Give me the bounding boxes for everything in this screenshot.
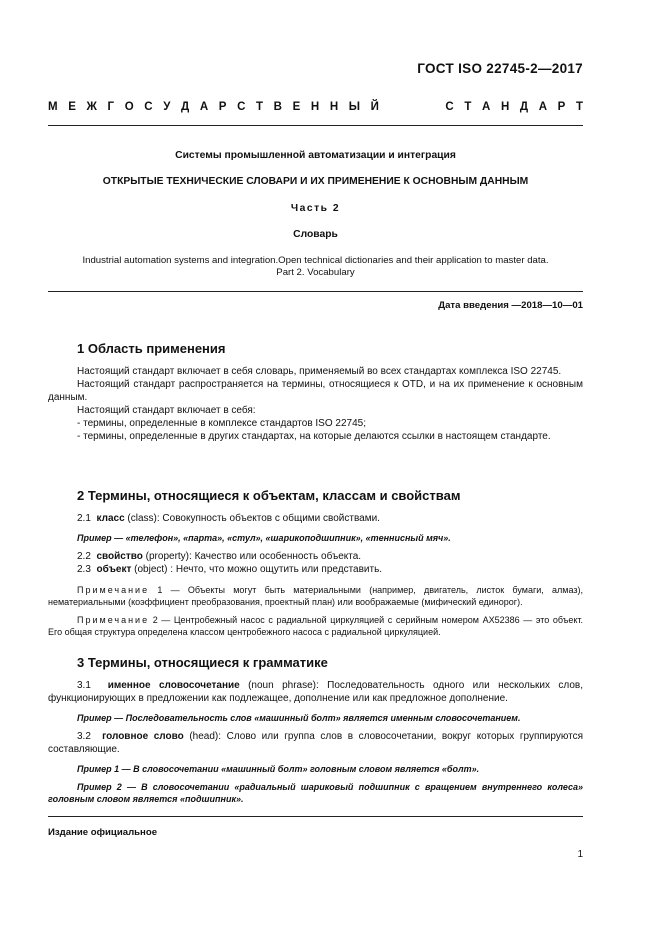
terms-2-2-2-3 xyxy=(48,550,583,576)
term-name: класс xyxy=(96,513,125,524)
term-2-1 xyxy=(48,512,583,525)
example-3-1 xyxy=(48,712,583,724)
list-item: - термины, определенные в других стандартах, на которые делаются ссылки в настоящем стандарте. xyxy=(77,431,551,442)
banner-letter: Н xyxy=(500,101,510,113)
standard-code: ГОСТ ISO 22745-2—2017 xyxy=(417,61,583,76)
english-title xyxy=(48,255,583,279)
page-number: 1 xyxy=(577,849,583,860)
banner-letter: Р xyxy=(218,101,227,113)
banner-letter: У xyxy=(163,101,171,113)
note-label: Примечание xyxy=(77,585,150,595)
header-rule xyxy=(48,125,583,126)
banner-letter: В xyxy=(273,101,282,113)
english-title-line-1: Industrial automation systems and integration.Open technical dictionaries and their application to master data. xyxy=(82,255,549,266)
banner-letter: Е xyxy=(68,101,76,113)
banner-letter: А xyxy=(482,101,491,113)
banner-letter: Е xyxy=(292,101,301,113)
banner-letter: Г xyxy=(107,101,115,113)
banner-letter: Ж xyxy=(86,101,97,113)
subtitle: Словарь xyxy=(293,229,338,240)
banner-letter: А xyxy=(538,101,548,113)
example-3-2-2 xyxy=(48,781,583,805)
banner-letter: Ы xyxy=(348,101,361,113)
term-3-2 xyxy=(48,730,583,756)
main-title: ОТКРЫТЫЕ ТЕХНИЧЕСКИЕ СЛОВАРИ И ИХ ПРИМЕНЕНИЕ К ОСНОВНЫМ ДАННЫМ xyxy=(102,176,529,187)
section-1-heading: 1 Область применения xyxy=(77,341,226,356)
example-text: Пример — «телефон», «парта», «стул», «шарикоподшипник», «теннисный мяч». xyxy=(77,533,451,543)
banner-letter: О xyxy=(124,101,134,113)
example-text: Пример 2 — В словосочетании «радиальный шариковый подшипник с вращением внутреннего колеса» головным словом является «подшипник». xyxy=(48,782,583,804)
note-text: 1 — Объекты могут быть материальными (например, двигатель, листок бумаги, алмаз), нематериальными (коэффициент преобразования, проектный план) или воображаемые (мифический единорог). xyxy=(48,585,583,607)
english-title-line-2: Part 2. Vocabulary xyxy=(276,267,355,278)
example-3-2-1 xyxy=(48,763,583,775)
banner-letter: М xyxy=(48,101,58,113)
example-2-1 xyxy=(48,532,583,544)
note-1 xyxy=(48,584,583,608)
edition-label: Издание официальное xyxy=(48,827,158,838)
banner-letter xyxy=(390,101,398,113)
term-definition: (class): Совокупность объектов с общими свойствами. xyxy=(124,513,380,524)
section-1-body xyxy=(48,365,583,443)
term-definition: (noun phrase): Последовательность одного или нескольких слов, функционирующих в предложении как подлежащее, дополнение или как предложное дополнение. xyxy=(48,680,583,704)
banner-letter: С xyxy=(237,101,246,113)
section-3-heading: 3 Термины, относящиеся к грамматике xyxy=(77,655,328,670)
term-definition: (property): Качество или особенность объекта. xyxy=(142,551,362,562)
list-item: - термины, определенные в комплексе стандартов ISO 22745; xyxy=(77,418,366,429)
paragraph: Настоящий стандарт включает в себя словарь, применяемый во всех стандартах комплекса ISO 22745. xyxy=(77,366,562,377)
example-text: Пример — Последовательность слов «машинный болт» является именным словосочетанием. xyxy=(77,713,521,723)
term-number: 3.1 xyxy=(77,680,91,691)
term-name: головное слово xyxy=(102,731,184,742)
term-name: объект xyxy=(96,564,132,575)
interstate-standard-banner xyxy=(48,101,583,113)
introduction-date: Дата введения —2018—10—01 xyxy=(438,300,583,311)
note-2 xyxy=(48,614,583,638)
term-3-1 xyxy=(48,679,583,705)
banner-letter: Р xyxy=(557,101,566,113)
banner-letter: А xyxy=(199,101,209,113)
term-number: 2.3 xyxy=(77,564,91,575)
example-text: Пример 1 — В словосочетании «машинный болт» головным словом является «болт». xyxy=(77,764,480,774)
note-label: Примечание xyxy=(77,615,150,625)
banner-letter xyxy=(427,101,435,113)
banner-letter: С xyxy=(144,101,153,113)
banner-letter: Д xyxy=(519,101,529,113)
term-number: 2.2 xyxy=(77,551,91,562)
banner-letter: Й xyxy=(370,101,379,113)
banner-letter: Т xyxy=(256,101,264,113)
term-name: именное словосочетание xyxy=(107,680,240,691)
banner-letter: Т xyxy=(575,101,583,113)
term-number: 3.2 xyxy=(77,731,91,742)
banner-letter: Н xyxy=(310,101,320,113)
part-label: Часть 2 xyxy=(290,203,341,214)
banner-letter: Н xyxy=(329,101,339,113)
series-title: Системы промышленной автоматизации и интеграция xyxy=(175,150,456,161)
term-definition: (head): Слово или группа слов в словосочетании, вокруг которых группируются составляющие. xyxy=(48,731,584,755)
footer-rule xyxy=(48,816,583,817)
paragraph: Настоящий стандарт распространяется на термины, относящиеся к OTD, и на их применение к основным данным. xyxy=(48,379,583,403)
paragraph: Настоящий стандарт включает в себя: xyxy=(77,405,256,416)
title-rule xyxy=(48,291,583,292)
note-text: 2 — Центробежный насос с радиальной циркуляцией с серийным номером АХ52386 — это объект. Его общая структура определена классом центробежного насоса с радиальной циркуляцией. xyxy=(48,615,583,637)
term-number: 2.1 xyxy=(77,513,91,524)
banner-letter: С xyxy=(445,101,454,113)
term-name: свойство xyxy=(96,551,143,562)
section-2-heading: 2 Термины, относящиеся к объектам, классам и свойствам xyxy=(77,488,461,503)
term-definition: (object) : Нечто, что можно ощутить или представить. xyxy=(131,564,383,575)
banner-letter: Т xyxy=(464,101,472,113)
banner-letter xyxy=(408,101,416,113)
banner-letter: Д xyxy=(181,101,190,113)
